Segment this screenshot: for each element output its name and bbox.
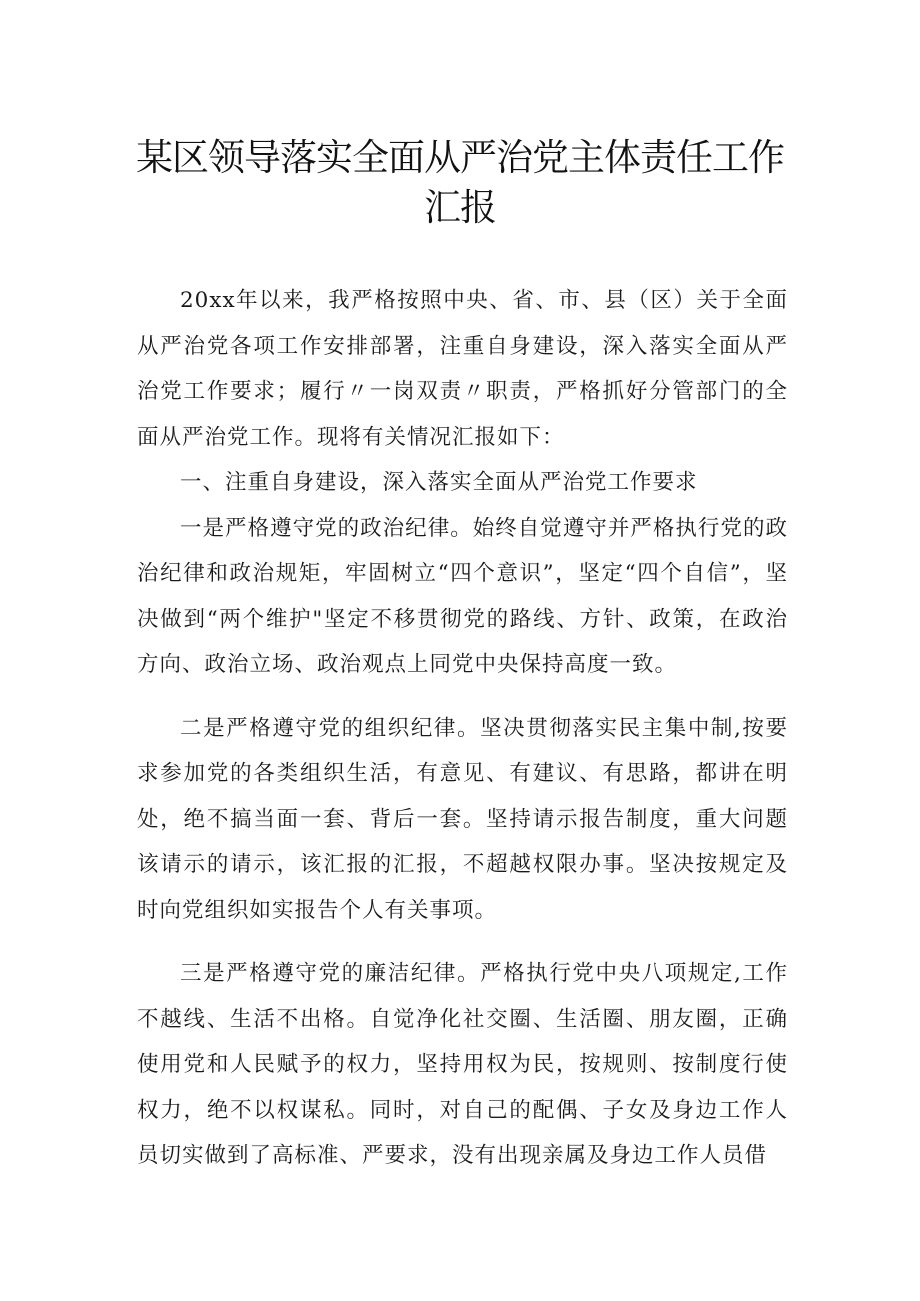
paragraph-integrity-discipline: 三是严格遵守党的廉洁纪律。严格执行党中央八项规定,工作不越线、生活不出格。自觉净化社交圈、生活圈、朋友圈，正确使用党和人民赋予的权力，坚持用权为民，按规则、按制度行使权力，绝不以权谋私。同时，对自己的配偶、子女及身边工作人员切实做到了高标准、严要求，没有出现亲属及身边工作人员借 [137, 961, 788, 1168]
document-title-line-2: 汇报 [424, 186, 496, 229]
paragraph-political-discipline: 一是严格遵守党的政治纪律。始终自觉遵守并严格执行党的政治纪律和政治规矩，牢固树立“四个意识”，坚定“四个自信”，坚决做到“两个维护"坚定不移贯彻党的路线、方针、政策，在政治方向、政治立场、政治观点上同党中央保持高度一致。 [137, 515, 788, 677]
section-heading-1: 一、注重自身建设，深入落实全面从严治党工作要求 [180, 470, 698, 495]
document-body [137, 278, 788, 1179]
document-title-line-1: 某区领导落实全面从严治党主体责任工作 [136, 136, 784, 179]
paragraph-intro: 20xx年以来，我严格按照中央、省、市、县（区）关于全面从严治党各项工作安排部署，注重自身建设，深入落实全面从严治党工作要求；履行〃一岗双责〃职责，严格抓好分管部门的全面从严治党工作。现将有关情况汇报如下： [137, 288, 788, 450]
paragraph-organizational-discipline: 二是严格遵守党的组织纪律。坚决贯彻落实民主集中制,按要求参加党的各类组织生活，有意见、有建议、有思路，都讲在明处，绝不搞当面一套、背后一套。坚持请示报告制度，重大问题该请示的请示，该汇报的汇报，不超越权限办事。坚决按规定及时向党组织如实报告个人有关事项。 [137, 715, 788, 923]
